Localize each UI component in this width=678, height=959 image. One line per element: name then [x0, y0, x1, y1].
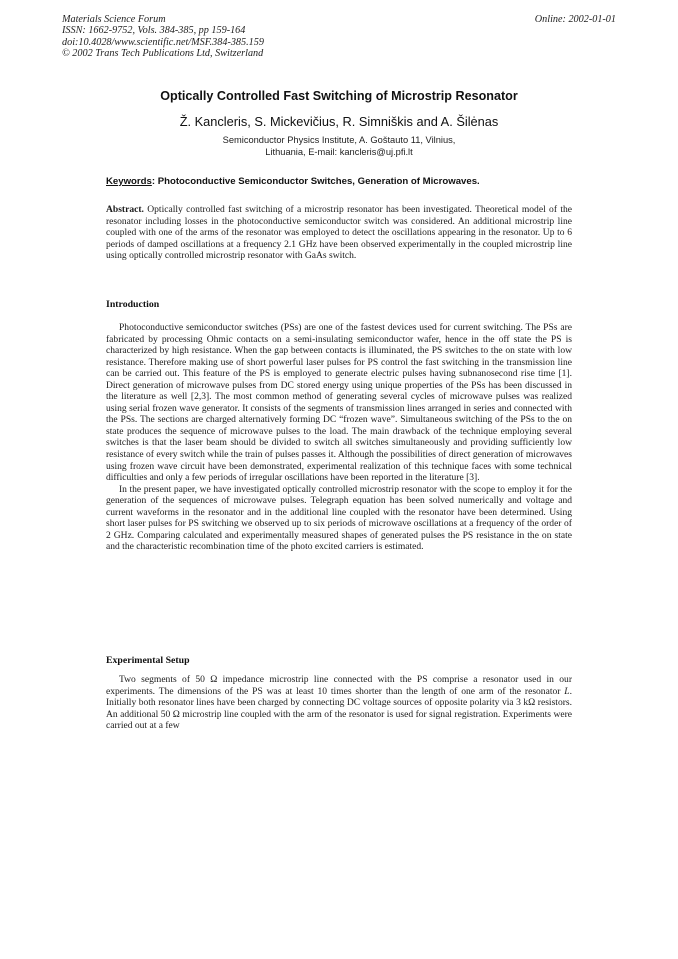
introduction-paragraph-2: In the present paper, we have investigated optically controlled microstrip resonator with the scope to employ it for the generation of the sequences of microwave pulses. Telegraph equation has been solved numerically and voltage and current waveforms in the resonator and in the additional line coupled with the resonator have been determined. Using short laser pulses for PS switching we observed up to six periods of microwave oscillations at a frequency of the order of 2 GHz. Comparing calculated and experimentally measured shapes of generated pulses the PS resistance in the on state and the characteristic recombination time of the photo excited carriers is estimated.: [106, 483, 572, 553]
author-list: Ž. Kancleris, S. Mickevičius, R. Simniškis and A. Šilėnas: [179, 114, 499, 129]
experimental-text-b: . Initially both resonator lines have been charged by connecting DC voltage sources of opposite polarity via 3 kΩ resistors. An additional 50 Ω microstrip line coupled with the arm of the resonator is used for signal registration. Experiments were carried out at a few: [106, 685, 572, 732]
abstract-label: Abstract.: [106, 204, 144, 215]
abstract-paragraph: [106, 204, 572, 262]
journal-header: [62, 14, 264, 60]
keywords: [106, 176, 480, 187]
affiliation-line-1: Semiconductor Physics Institute, A. Goštauto 11, Vilnius,: [222, 135, 456, 145]
doi-line: doi:10.4028/www.scientific.net/MSF.384-385.159: [62, 36, 264, 48]
introduction-section: [106, 322, 572, 553]
experimental-text-a: Two segments of 50 Ω impedance microstrip line connected with the PS comprise a resonator used in our experiments. The dimensions of the PS was at least 10 times shorter than the length of one arm of the resonator: [106, 674, 572, 697]
keywords-label: Keywords: [106, 176, 152, 187]
copyright-line: © 2002 Trans Tech Publications Ltd, Switzerland: [62, 48, 264, 60]
resonator-length-symbol: L: [564, 685, 570, 697]
affiliation: [0, 135, 678, 158]
issn-line: ISSN: 1662-9752, Vols. 384-385, pp 159-164: [62, 25, 246, 37]
affiliation-line-2: Lithuania, E-mail: kancleris@uj.pfi.lt: [265, 146, 413, 157]
journal-name: Materials Science Forum: [62, 14, 166, 25]
experimental-paragraph-1: [106, 674, 572, 732]
experimental-section: [106, 674, 572, 732]
keywords-text: : Photoconductive Semiconductor Switches, Generation of Microwaves.: [151, 176, 480, 187]
introduction-heading: Introduction: [106, 299, 160, 310]
online-date: Online: 2002-01-01: [534, 14, 616, 25]
experimental-heading: Experimental Setup: [106, 655, 190, 666]
introduction-paragraph-1: Photoconductive semiconductor switches (PSs) are one of the fastest devices used for current switching. The PSs are fabricated by processing Ohmic contacts on a semi-insulating semiconductor wafer, hence in the off state the PS is characterized by high resistance. When the gap between contacts is illuminated, the PS switches to the on state with low resistance. Therefore making use of short powerful laser pulses for PS control the fast switching in the transmission line can be carried out. This feature of the PS is employed to generate electric pulses having subnanosecond rise time [1]. Direct generation of microwave pulses from DC stored energy using unique properties of the PSs has been discussed in the literature as well [2,3]. The most common method of generating several cycles of microwave pulses was realized using serial frozen wave generator. It consists of the segments of transmission lines arranged in series and connected with the PSs. The sections are charged alternatively forming DC “frozen wave”. Simultaneous switching of the PSs to the on state produces the sequence of microwave pulses to the load. The main drawback of the technique employing several switches is that the laser beam should be divided to switch all switches simultaneously and providing sufficiently low resistance of every switch while the train of pulses passes it. Although the possibilities of direct generation of microwaves using frozen wave circuit have been demonstrated, experimental realization of this technique faces with some technical difficulties and only a few periods of irregular oscillations have been reported in the literature [3].: [106, 322, 572, 484]
paper-title: Optically Controlled Fast Switching of Microstrip Resonator: [160, 89, 518, 103]
abstract-text: Optically controlled fast switching of a microstrip resonator has been investigated. Theoretical model of the resonator including losses in the photoconductive semiconductor switch was considered. An additional microstrip line coupled with one of the arms of the resonator was employed to detect the oscillations appearing in the resonator. Up to 6 periods of damped oscillations at a frequency 2.1 GHz have been observed experimentally in the coupled microstrip line using optically controlled microstrip resonator with GaAs switch.: [106, 204, 572, 262]
abstract: [106, 204, 572, 262]
